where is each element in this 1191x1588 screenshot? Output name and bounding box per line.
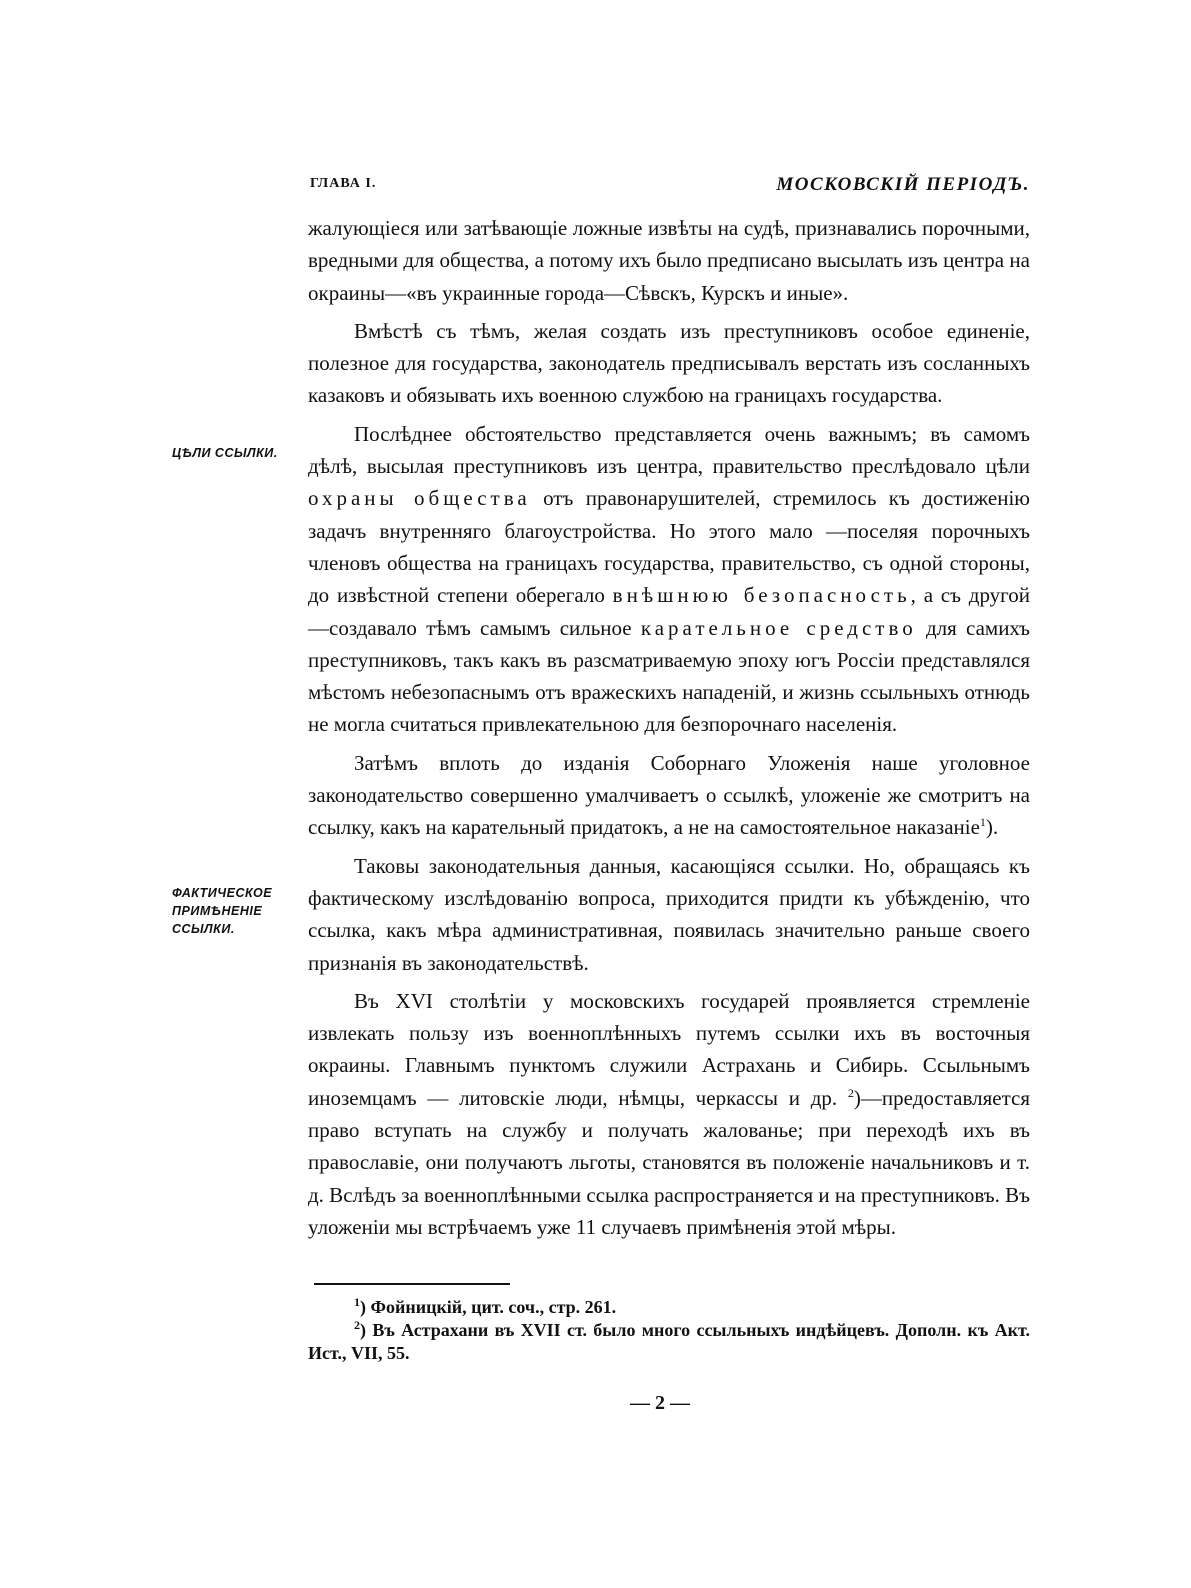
footnotes	[308, 1296, 1030, 1365]
footnote-mark: 2	[354, 1318, 360, 1332]
footnote-divider	[314, 1283, 510, 1285]
footnote-ref[interactable]: 2	[847, 1085, 854, 1100]
footnote-mark: 1	[354, 1295, 360, 1309]
text-run: )—предоставляется право вступать на службу и получать жалованье; при переходѣ ихъ въ православіе, они получаютъ льготы, становятся въ положеніе начальниковъ и т. д. Вслѣдъ за военноплѣнными ссылка распространяется и на преступниковъ. Въ уложеніи мы встрѣчаемъ уже 11 случаевъ примѣненія этой мѣры.	[308, 1085, 1030, 1239]
page-number: — 2 —	[630, 1392, 690, 1414]
paragraph	[308, 747, 1030, 844]
text-run: ).	[985, 815, 999, 840]
margin-note-text: ЦѢЛИ ССЫЛКИ.	[172, 446, 278, 460]
text-run: Въ XVI столѣтіи у московскихъ государей проявляется стремленіе извлекать пользу изъ военноплѣнныхъ путемъ ссылки ихъ въ восточныя окраины. Главнымъ пунктомъ служили Астрахань и Сибирь. Ссыльнымъ иноземцамъ — литовскіе люди, нѣмцы, черкассы и др.	[308, 988, 1030, 1110]
paragraph	[308, 985, 1030, 1243]
paragraph: Таковы законодательныя данныя, касающіяся ссылки. Но, обращаясь къ фактическому изслѣдованію вопроса, приходится придти къ убѣжденію, что ссылка, какъ мѣра административная, появилась значительно раньше своего признанія въ законодательствѣ.	[308, 853, 1030, 975]
footnote-text: ) Фойницкій, цит. соч., стр. 261.	[360, 1297, 617, 1317]
footnote-text: ) Въ Астрахани въ XVII ст. было много ссыльныхъ индѣйцевъ. Дополн. къ Акт. Ист., VII, 55.	[308, 1320, 1030, 1363]
footnote	[308, 1296, 1030, 1319]
margin-note-line: ПРИМѢНЕНІЕ	[172, 904, 263, 918]
text-run: Затѣмъ вплоть до изданія Соборнаго Уложенія наше уголовное законодательство совершенно умалчиваетъ о ссылкѣ, уложеніе же смотритъ на ссылку, какъ на карательный придатокъ, а не на самостоятельное наказаніе	[308, 750, 1030, 840]
margin-note-line: ССЫЛКИ.	[172, 922, 235, 936]
emphasis: охраны общества	[308, 486, 531, 511]
footnote	[308, 1319, 1030, 1365]
text-run: Послѣднее обстоятельство представляется очень важнымъ; въ самомъ дѣлѣ, высылая преступниковъ изъ центра, правительство преслѣдовало цѣли	[308, 421, 1030, 479]
margin-note-application	[172, 884, 308, 938]
margin-note-line: ФАКТИЧЕСКОЕ	[172, 886, 273, 900]
paragraph: жалующіеся или затѣвающіе ложные извѣты на судѣ, признавались порочными, вредными для общества, а потому ихъ было предписано высылать изъ центра на окраины—«въ украинные города—Сѣвскъ, Курскъ и иные».	[308, 216, 1030, 305]
margin-note-goals	[172, 444, 308, 462]
footnote-ref[interactable]: 1	[979, 815, 986, 830]
text-run: , а съ другой—создавало тѣмъ самымъ сильное	[308, 583, 1030, 640]
paragraph: Вмѣстѣ съ тѣмъ, желая создать изъ преступниковъ особое единеніе, полезное для государства, законодатель предписывалъ верстать изъ сосланныхъ казаковъ и обязывать ихъ военною службою на границахъ государства.	[308, 318, 1030, 408]
chapter-label: ГЛАВА I.	[310, 176, 377, 191]
text-run: отъ правонарушителей, стремилось къ достиженію задачъ внутренняго благоустройства. Но этого мало —поселяя порочныхъ членовъ общества на границахъ государства, правительство, съ одной стороны, до извѣстной степени оберегало	[308, 486, 1030, 608]
paragraph	[308, 418, 1030, 741]
emphasis: карательное средство	[640, 615, 917, 640]
emphasis: внѣшнюю безопасность	[612, 583, 911, 608]
section-title: МОСКОВСКІЙ ПЕРІОДЪ.	[776, 174, 1030, 195]
running-header	[310, 176, 1030, 200]
text-run: для самихъ преступниковъ, такъ какъ въ разсматриваемую эпоху югъ Россіи представлялся мѣстомъ небезопаснымъ отъ вражескихъ нападеній, и жизнь ссыльныхъ отнюдь не могла считаться привлекательною для безпорочнаго населенія.	[308, 615, 1030, 737]
main-text	[308, 212, 1030, 1249]
